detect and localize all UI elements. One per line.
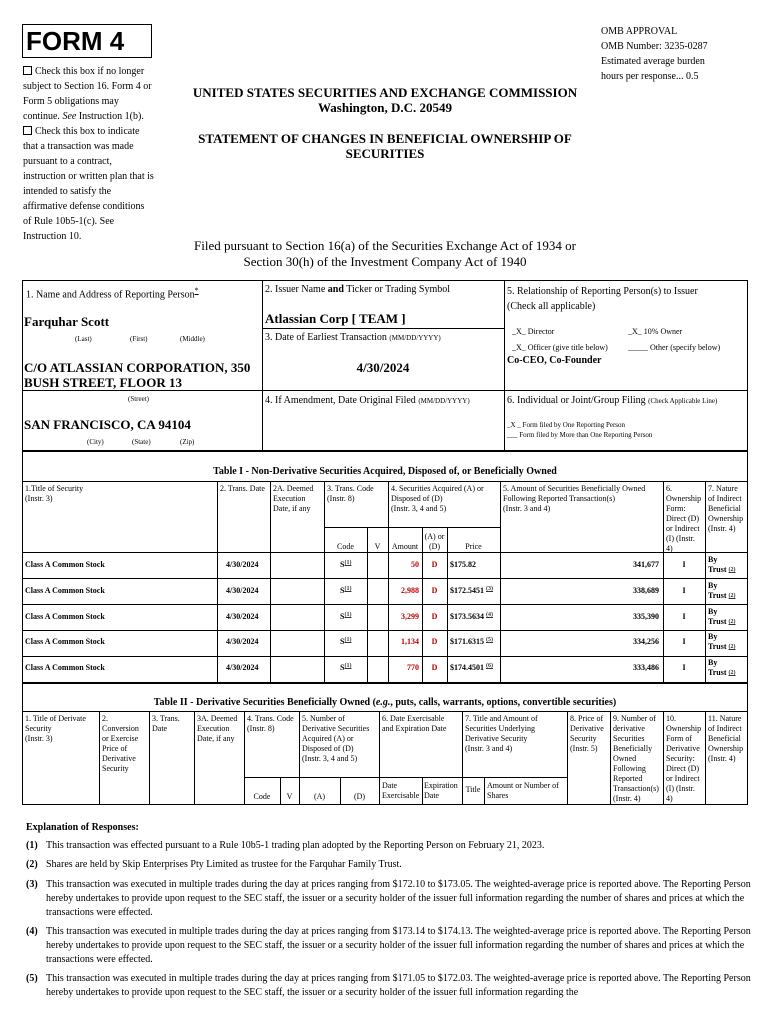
footnote-link[interactable]: (1) xyxy=(344,663,352,669)
t1-a-or-d: D xyxy=(431,663,438,672)
t2-sub-d: (D) xyxy=(353,792,366,801)
explanation-heading: Explanation of Responses: xyxy=(26,822,139,833)
t1-trans-code: $S^{(1)}$ xyxy=(340,586,352,595)
footnote-link[interactable]: (2) xyxy=(728,593,736,599)
t2-sub-exp: Expiration Date xyxy=(424,781,458,800)
t1-nature: By Trust $^{(2)}$ xyxy=(708,581,736,600)
one-person-option[interactable]: _X _ Form filed by One Reporting Person xyxy=(507,421,626,429)
reporting-person-name: Farquhar Scott xyxy=(24,314,110,329)
t2-sub-a: (A) xyxy=(313,792,326,801)
t1-trans-date: 4/30/2024 xyxy=(226,586,259,595)
t1-trans-code: $S^{(1)}$ xyxy=(340,637,352,646)
box4-label: 4. If Amendment, Date Original Filed (MM/DD/YYYY) xyxy=(265,395,470,406)
t1-ownership-form: I xyxy=(682,560,686,569)
explanation-item xyxy=(26,878,752,922)
explanation-number: (5) xyxy=(26,973,38,984)
t2-h8: 8. Price of Derivative Security (Instr. 5) xyxy=(570,714,604,753)
footnote-link[interactable]: (5) xyxy=(486,637,493,643)
explanation-text: This transaction was effected pursuant to a Rule 10b5-1 trading plan adopted by the Reporting Person on February 21, 2023. xyxy=(46,840,545,851)
box1-label: 1. Name and Address of Reporting Person* xyxy=(26,286,199,301)
t2-sub-date-ex: Date Exercisable xyxy=(382,781,420,800)
multi-person-option[interactable]: ___ Form filed by More than One Reporting Person xyxy=(507,431,653,439)
no-longer-subject-checkbox[interactable]: Check this box if no longer subject to Section 16. Form 4 or Form 5 obligations may continue. See Instruction 1(b). xyxy=(23,66,152,122)
earliest-transaction-date: 4/30/2024 xyxy=(356,360,410,375)
t1-h-code: 3. Trans. Code (Instr. 8) xyxy=(327,484,374,503)
t1-price: $171.6315 $^{(5)}$ xyxy=(450,637,493,646)
t1-amount: 50 xyxy=(411,560,419,569)
t1-amount: 2,988 xyxy=(401,586,419,595)
t1-ownership-form: I xyxy=(682,586,686,595)
t2-sub-amount: Amount or Number of Shares xyxy=(487,781,559,800)
footnote-link[interactable]: (1) xyxy=(344,586,352,592)
t1-trans-code: $S^{(1)}$ xyxy=(340,663,352,672)
explanation-item xyxy=(26,972,752,1016)
form-title: FORM 4 xyxy=(26,26,125,56)
explanation-text: This transaction was executed in multiple trades during the day at prices ranging from $171.05 to $172.03. The weighted-average price is reported above. The Reporting Person hereby undertakes to provide upon request to the SEC staff, the issuer or a security holder of the issuer full information regarding the xyxy=(46,973,751,998)
t1-owned: 341,677 xyxy=(633,560,659,569)
table1-title: Table I - Non-Derivative Securities Acquired, Disposed of, or Beneficially Owned xyxy=(213,466,557,477)
t1-trans-date: 4/30/2024 xyxy=(226,637,259,646)
footnote-link[interactable]: (3) xyxy=(486,586,493,592)
t1-h-date: 2. Trans. Date xyxy=(220,484,265,493)
rule-10b5-1-checkbox[interactable]: Check this box to indicate that a transaction was made pursuant to a contract, instruction or written plan that is intended to satisfy the affirmative defense conditions of Rule 10b5-1(c). See Instruction 10. xyxy=(23,126,154,242)
director-option[interactable]: _X_ Director xyxy=(512,327,555,336)
t1-sub-v: V xyxy=(374,542,381,551)
t1-h-acquired: 4. Securities Acquired (A) or Disposed of (D) (Instr. 3, 4 and 5) xyxy=(391,484,484,513)
officer-title: Co-CEO, Co-Founder xyxy=(507,355,602,366)
state-label: (State) xyxy=(132,438,151,446)
t1-a-or-d: D xyxy=(431,560,438,569)
t1-nature: By Trust $^{(2)}$ xyxy=(708,555,736,574)
last-label: (Last) xyxy=(75,335,92,343)
t2-h1: 1. Title of Derivate Security (Instr. 3) xyxy=(25,714,86,743)
explanation-text: Shares are held by Skip Enterprises Pty Limited as trustee for the Farquhar Family Trust. xyxy=(46,859,402,870)
t1-price: $174.4501 $^{(6)}$ xyxy=(450,663,493,672)
footnote-link[interactable]: (1) xyxy=(344,560,352,566)
explanation-item xyxy=(26,839,752,855)
explanation-number: (1) xyxy=(26,840,38,851)
t1-owned: 338,689 xyxy=(633,586,659,595)
t1-a-or-d: D xyxy=(431,586,438,595)
t2-h9: 9. Number of derivative Securities Beneficially Owned Following Reported Transaction(s) (Instr. 4) xyxy=(613,714,659,803)
reporting-city: SAN FRANCISCO, CA 94104 xyxy=(24,417,191,432)
t1-security-title: Class A Common Stock xyxy=(25,663,105,672)
box3-label: 3. Date of Earliest Transaction (MM/DD/YYYY) xyxy=(265,332,441,343)
first-label: (First) xyxy=(130,335,148,343)
street-label: (Street) xyxy=(128,395,149,403)
commission-title: UNITED STATES SECURITIES AND EXCHANGE COMMISSION Washington, D.C. 20549 xyxy=(192,85,578,115)
box5-label: 5. Relationship of Reporting Person(s) to Issuer (Check all applicable) xyxy=(507,286,698,312)
t1-sub-code: Code xyxy=(337,542,354,551)
t1-a-or-d: D xyxy=(431,637,438,646)
footnote-link[interactable]: (2) xyxy=(728,670,736,676)
explanation-text: This transaction was executed in multiple trades during the day at prices ranging from $173.14 to $174.13. The weighted-average price is reported above. The Reporting Person hereby undertakes to provide upon request to the SEC staff, the issuer or a security holder of the issuer full information regarding the number of shares and prices at which the transactions were effected. xyxy=(46,926,751,965)
t1-trans-code: $S^{(1)}$ xyxy=(340,560,352,569)
t2-h2: 2. Conversion or Exercise Price of Derivative Security xyxy=(102,714,139,773)
t1-h-owned: 5. Amount of Securities Beneficially Owned Following Reported Transaction(s) (Instr. 3 and 4) xyxy=(503,484,646,513)
filed-pursuant: Filed pursuant to Section 16(a) of the Securities Exchange Act of 1934 or Section 30(h) of the Investment Company Act of 1940 xyxy=(194,238,576,269)
checkbox-icon[interactable] xyxy=(23,126,32,135)
reporting-address: C/O ATLASSIAN CORPORATION, 350 BUSH STREET, FLOOR 13 xyxy=(24,360,251,390)
footnote-link[interactable]: (6) xyxy=(486,663,493,669)
explanation-item xyxy=(26,925,752,969)
t1-security-title: Class A Common Stock xyxy=(25,586,105,595)
t1-nature: By Trust $^{(2)}$ xyxy=(708,658,736,677)
box2-label: 2. Issuer Name and Ticker or Trading Symbol xyxy=(265,284,451,295)
t1-trans-date: 4/30/2024 xyxy=(226,612,259,621)
middle-label: (Middle) xyxy=(180,335,205,343)
t1-sub-price: Price xyxy=(465,542,482,551)
t1-nature: By Trust $^{(2)}$ xyxy=(708,632,736,651)
t2-h3a: 3A. Deemed Execution Date, if any xyxy=(197,714,238,743)
footnote-link[interactable]: (1) xyxy=(344,637,352,643)
t1-trans-date: 4/30/2024 xyxy=(226,663,259,672)
box6-label: 6. Individual or Joint/Group Filing (Check Applicable Line) xyxy=(507,395,718,406)
t1-owned: 334,256 xyxy=(633,637,659,646)
ten-percent-owner-option[interactable]: _X_ 10% Owner xyxy=(628,327,683,336)
t1-nature: By Trust $^{(2)}$ xyxy=(708,607,736,626)
city-label: (City) xyxy=(87,438,104,446)
t2-h7: 7. Title and Amount of Securities Underlying Derivative Security (Instr. 3 and 4) xyxy=(465,714,538,753)
t1-ownership-form: I xyxy=(682,637,686,646)
t1-price: $175.82 xyxy=(450,560,476,569)
t1-h-nature: 7. Nature of Indirect Beneficial Ownership (Instr. 4) xyxy=(708,484,744,533)
t1-price: $173.5634 $^{(4)}$ xyxy=(450,612,493,621)
table2-title: Table II - Derivative Securities Beneficially Owned (e.g., puts, calls, warrants, options, convertible securities) xyxy=(153,697,617,708)
t1-amount: 3,299 xyxy=(401,612,419,621)
explanation-item xyxy=(26,858,752,874)
t2-h5: 5. Number of Derivative Securities Acquired (A) or Disposed of (D) (Instr. 3, 4 and 5) xyxy=(302,714,370,763)
t1-owned: 335,390 xyxy=(633,612,659,621)
t1-security-title: Class A Common Stock xyxy=(25,612,105,621)
footnote-link[interactable]: (2) xyxy=(728,644,736,650)
t1-trans-code: $S^{(1)}$ xyxy=(340,612,352,621)
explanation-number: (3) xyxy=(26,879,38,890)
t1-ownership-form: I xyxy=(682,612,686,621)
t2-h11: 11. Nature of Indirect Beneficial Ownership (Instr. 4) xyxy=(708,714,744,763)
t1-h-title: 1.Title of Security (Instr. 3) xyxy=(25,484,84,503)
other-option[interactable]: _____ Other (specify below) xyxy=(628,343,721,352)
t1-a-or-d: D xyxy=(431,612,438,621)
t2-h4: 4. Trans. Code (Instr. 8) xyxy=(247,714,294,733)
t1-security-title: Class A Common Stock xyxy=(25,560,105,569)
t1-sub-amount: Amount xyxy=(391,542,419,551)
t1-security-title: Class A Common Stock xyxy=(25,637,105,646)
t2-sub-v: V xyxy=(286,792,293,801)
omb-approval: OMB APPROVAL OMB Number: 3235-0287 Estimated average burden hours per response... 0.5 xyxy=(601,26,708,82)
t1-h-deemed: 2A. Deemed Execution Date, if any xyxy=(273,484,314,513)
t1-amount: 770 xyxy=(407,663,419,672)
t2-sub-code: Code xyxy=(253,792,271,801)
t1-sub-aord: (A) or (D) xyxy=(424,532,445,551)
form-title-box xyxy=(22,24,152,58)
issuer-name: Atlassian Corp [ TEAM ] xyxy=(265,311,406,326)
checkbox-icon[interactable] xyxy=(23,66,32,75)
t1-ownership-form: I xyxy=(682,663,686,672)
officer-option[interactable]: _X_ Officer (give title below) xyxy=(512,343,608,352)
t1-price: $172.5451 $^{(3)}$ xyxy=(450,586,493,595)
explanation-number: (4) xyxy=(26,926,38,937)
t1-amount: 1,134 xyxy=(401,637,419,646)
t2-h3: 3. Trans. Date xyxy=(152,714,180,733)
explanation-number: (2) xyxy=(26,859,38,870)
explanation-text: This transaction was executed in multiple trades during the day at prices ranging from $172.10 to $173.05. The weighted-average price is reported above. The Reporting Person hereby undertakes to provide upon request to the SEC staff, the issuer or a security holder of the issuer full information regarding the number of shares and prices at which the transactions were effected. xyxy=(46,879,751,918)
statement-title: STATEMENT OF CHANGES IN BENEFICIAL OWNERSHIP OF SECURITIES xyxy=(198,131,572,161)
footnote-link[interactable]: (2) xyxy=(728,619,736,625)
t2-sub-title: Title xyxy=(465,785,481,794)
footnote-link[interactable]: (1) xyxy=(344,612,352,618)
footnote-link[interactable]: (2) xyxy=(728,567,736,573)
t2-h6: 6. Date Exercisable and Expiration Date xyxy=(382,714,447,733)
t1-trans-date: 4/30/2024 xyxy=(226,560,259,569)
zip-label: (Zip) xyxy=(180,438,195,446)
t2-h10: 10. Ownership Form of Derivative Security: Direct (D) or Indirect (I) (Instr. 4) xyxy=(666,714,702,803)
t1-h-form: 6. Ownership Form: Direct (D) or Indirect (I) (Instr. 4) xyxy=(666,484,702,553)
t1-owned: 333,486 xyxy=(633,663,659,672)
footnote-link[interactable]: (4) xyxy=(486,612,493,618)
